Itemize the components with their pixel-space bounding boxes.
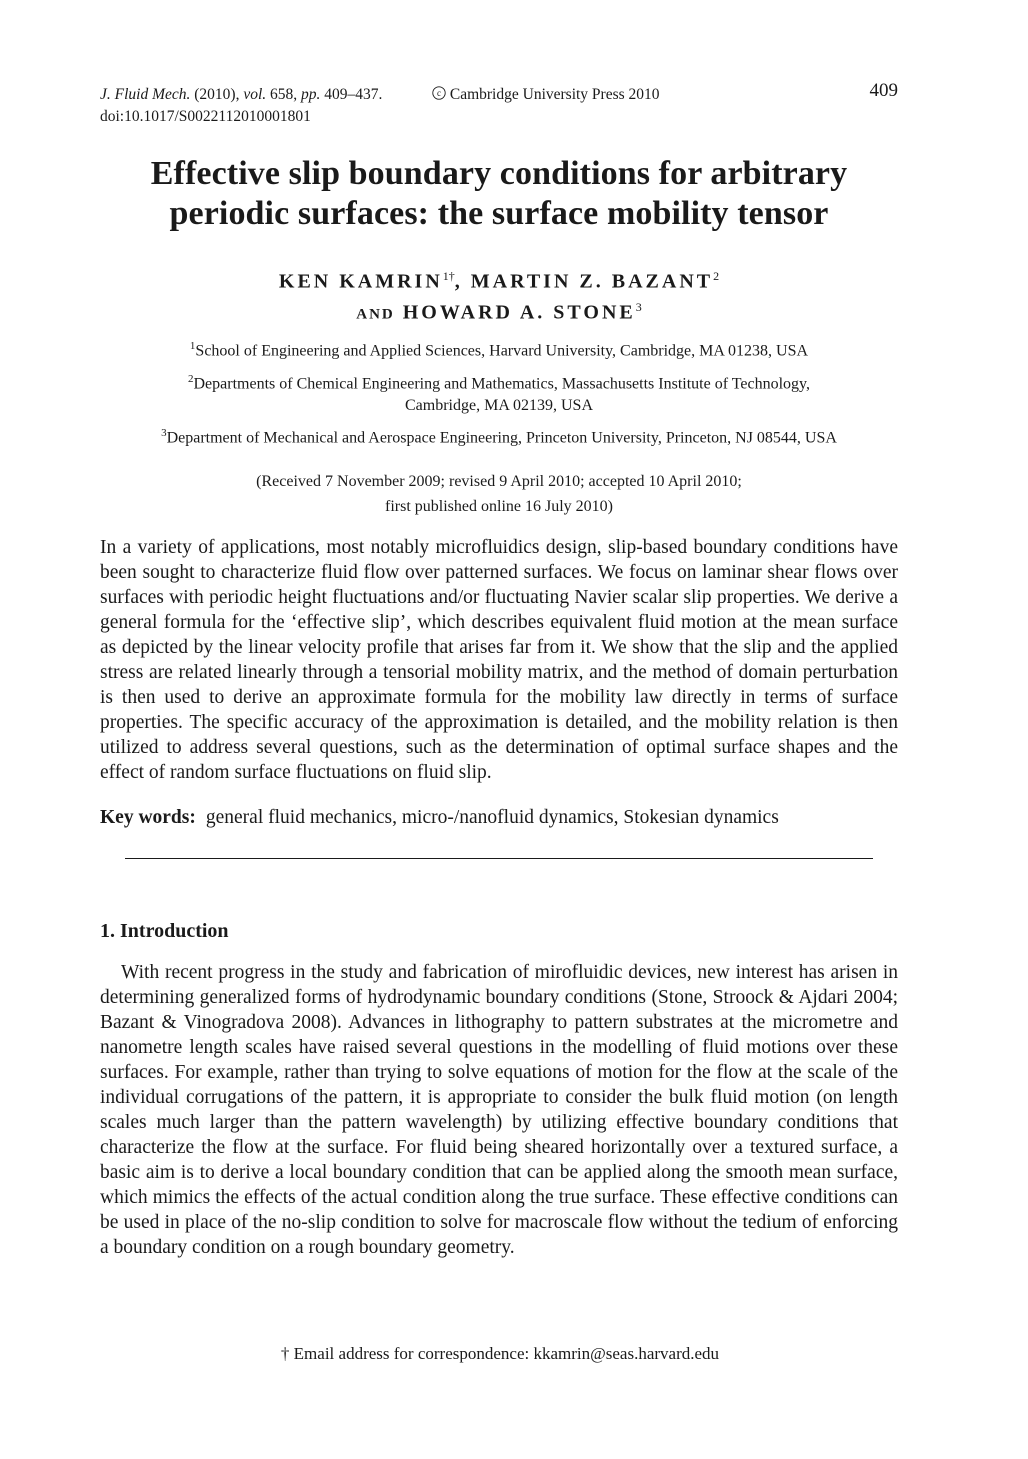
affiliation-3: $^3$Department of Mechanical and Aerospace Engineering, Princeton University, Princeton, NJ 08544, USA bbox=[161, 426, 837, 447]
copyright-icon bbox=[432, 86, 446, 100]
affiliations bbox=[100, 335, 898, 449]
author-list bbox=[100, 264, 898, 327]
keywords-text: general fluid mechanics, micro-/nanofluid dynamics, Stokesian dynamics bbox=[205, 806, 779, 828]
author-line-2: AND HOWARD A. STONE$^3$ bbox=[356, 299, 642, 324]
copyright-notice: c Cambridge University Press 2010 bbox=[432, 84, 660, 106]
abstract: In a variety of applications, most notably microfluidics design, slip-based boundary conditions have been sought to characterize fluid flow over patterned surfaces. We focus on laminar shear flows over surfaces with periodic height fluctuations and/or fluctuating Navier scalar slip properties. We derive a general formula for the ‘effective slip’, which describes equivalent fluid motion at the mean surface as depicted by the linear velocity profile that arises far from it. We show that the slip and the applied stress are related linearly through a tensorial mobility matrix, and the method of domain perturbation is then used to derive an approximate formula for the mobility law directly in terms of surface properties. The specific accuracy of the approximation is detailed, and the mobility relation is then utilized to address several questions, such as the determination of optimal surface shapes and the effect of random surface fluctuations on fluid slip. bbox=[100, 537, 898, 784]
keywords-label: Key words: bbox=[100, 806, 196, 828]
section-heading-introduction: 1. Introduction bbox=[100, 919, 229, 942]
abstract-divider bbox=[125, 858, 873, 859]
paper-title: Effective slip boundary conditions for arbitrary periodic surfaces: the surface mobility tensor bbox=[150, 155, 848, 232]
doi: doi:10.1017/S0022112010001801 bbox=[100, 108, 311, 125]
introduction-paragraph: With recent progress in the study and fabrication of mirofluidic devices, new interest has arisen in determining generalized forms of hydrodynamic boundary conditions (Stone, Stroock & Ajdari 2004; Bazant & Vinogradova 2008). Advances in lithography to pattern substrates at the micrometre and nanometre length scales have raised several questions in the modelling of fluid motions over these surfaces. For example, rather than trying to solve equations of motion for the flow at the scale of the individual corrugations of the pattern, it is appropriate to consider the bulk fluid motion (on length scales much larger than the pattern wavelength) by utilizing effective boundary conditions that characterize the flow at the surface. For fluid being sheared horizontally over a textured surface, a basic aim is to derive a local boundary condition that can be applied along the smooth mean surface, which mimics the effects of the actual condition along the true surface. These effective conditions can be used in place of the no-slip condition to solve for macroscale flow without the tedium of enforcing a boundary condition on a rough boundary geometry. bbox=[100, 962, 898, 1259]
affiliation-2: $^2$Departments of Chemical Engineering and Mathematics, Massachusetts Institute of Technology, Cambridge, MA 02139, USA bbox=[188, 372, 810, 414]
affiliation-1: $^1$School of Engineering and Applied Sciences, Harvard University, Cambridge, MA 01238, USA bbox=[189, 340, 809, 360]
received-dates: (Received 7 November 2009; revised 9 April 2010; accepted 10 April 2010; first published online 16 July 2010) bbox=[256, 473, 742, 516]
svg-text:c: c bbox=[437, 88, 441, 99]
paper-page bbox=[100, 80, 898, 1280]
running-header bbox=[100, 80, 898, 126]
author-line-1: KEN $KAMRIN^{1\dagger}$, MARTIN Z. BAZANT$^2$ bbox=[278, 269, 720, 293]
journal-citation: J. Fluid Mech. (2010), vol. 658, pp. 409–437. bbox=[100, 86, 383, 103]
keywords bbox=[100, 805, 898, 830]
page-number: 409 bbox=[869, 80, 898, 101]
correspondence-footnote: † Email address for correspondence: kkamrin@seas.harvard.edu bbox=[280, 1344, 720, 1363]
